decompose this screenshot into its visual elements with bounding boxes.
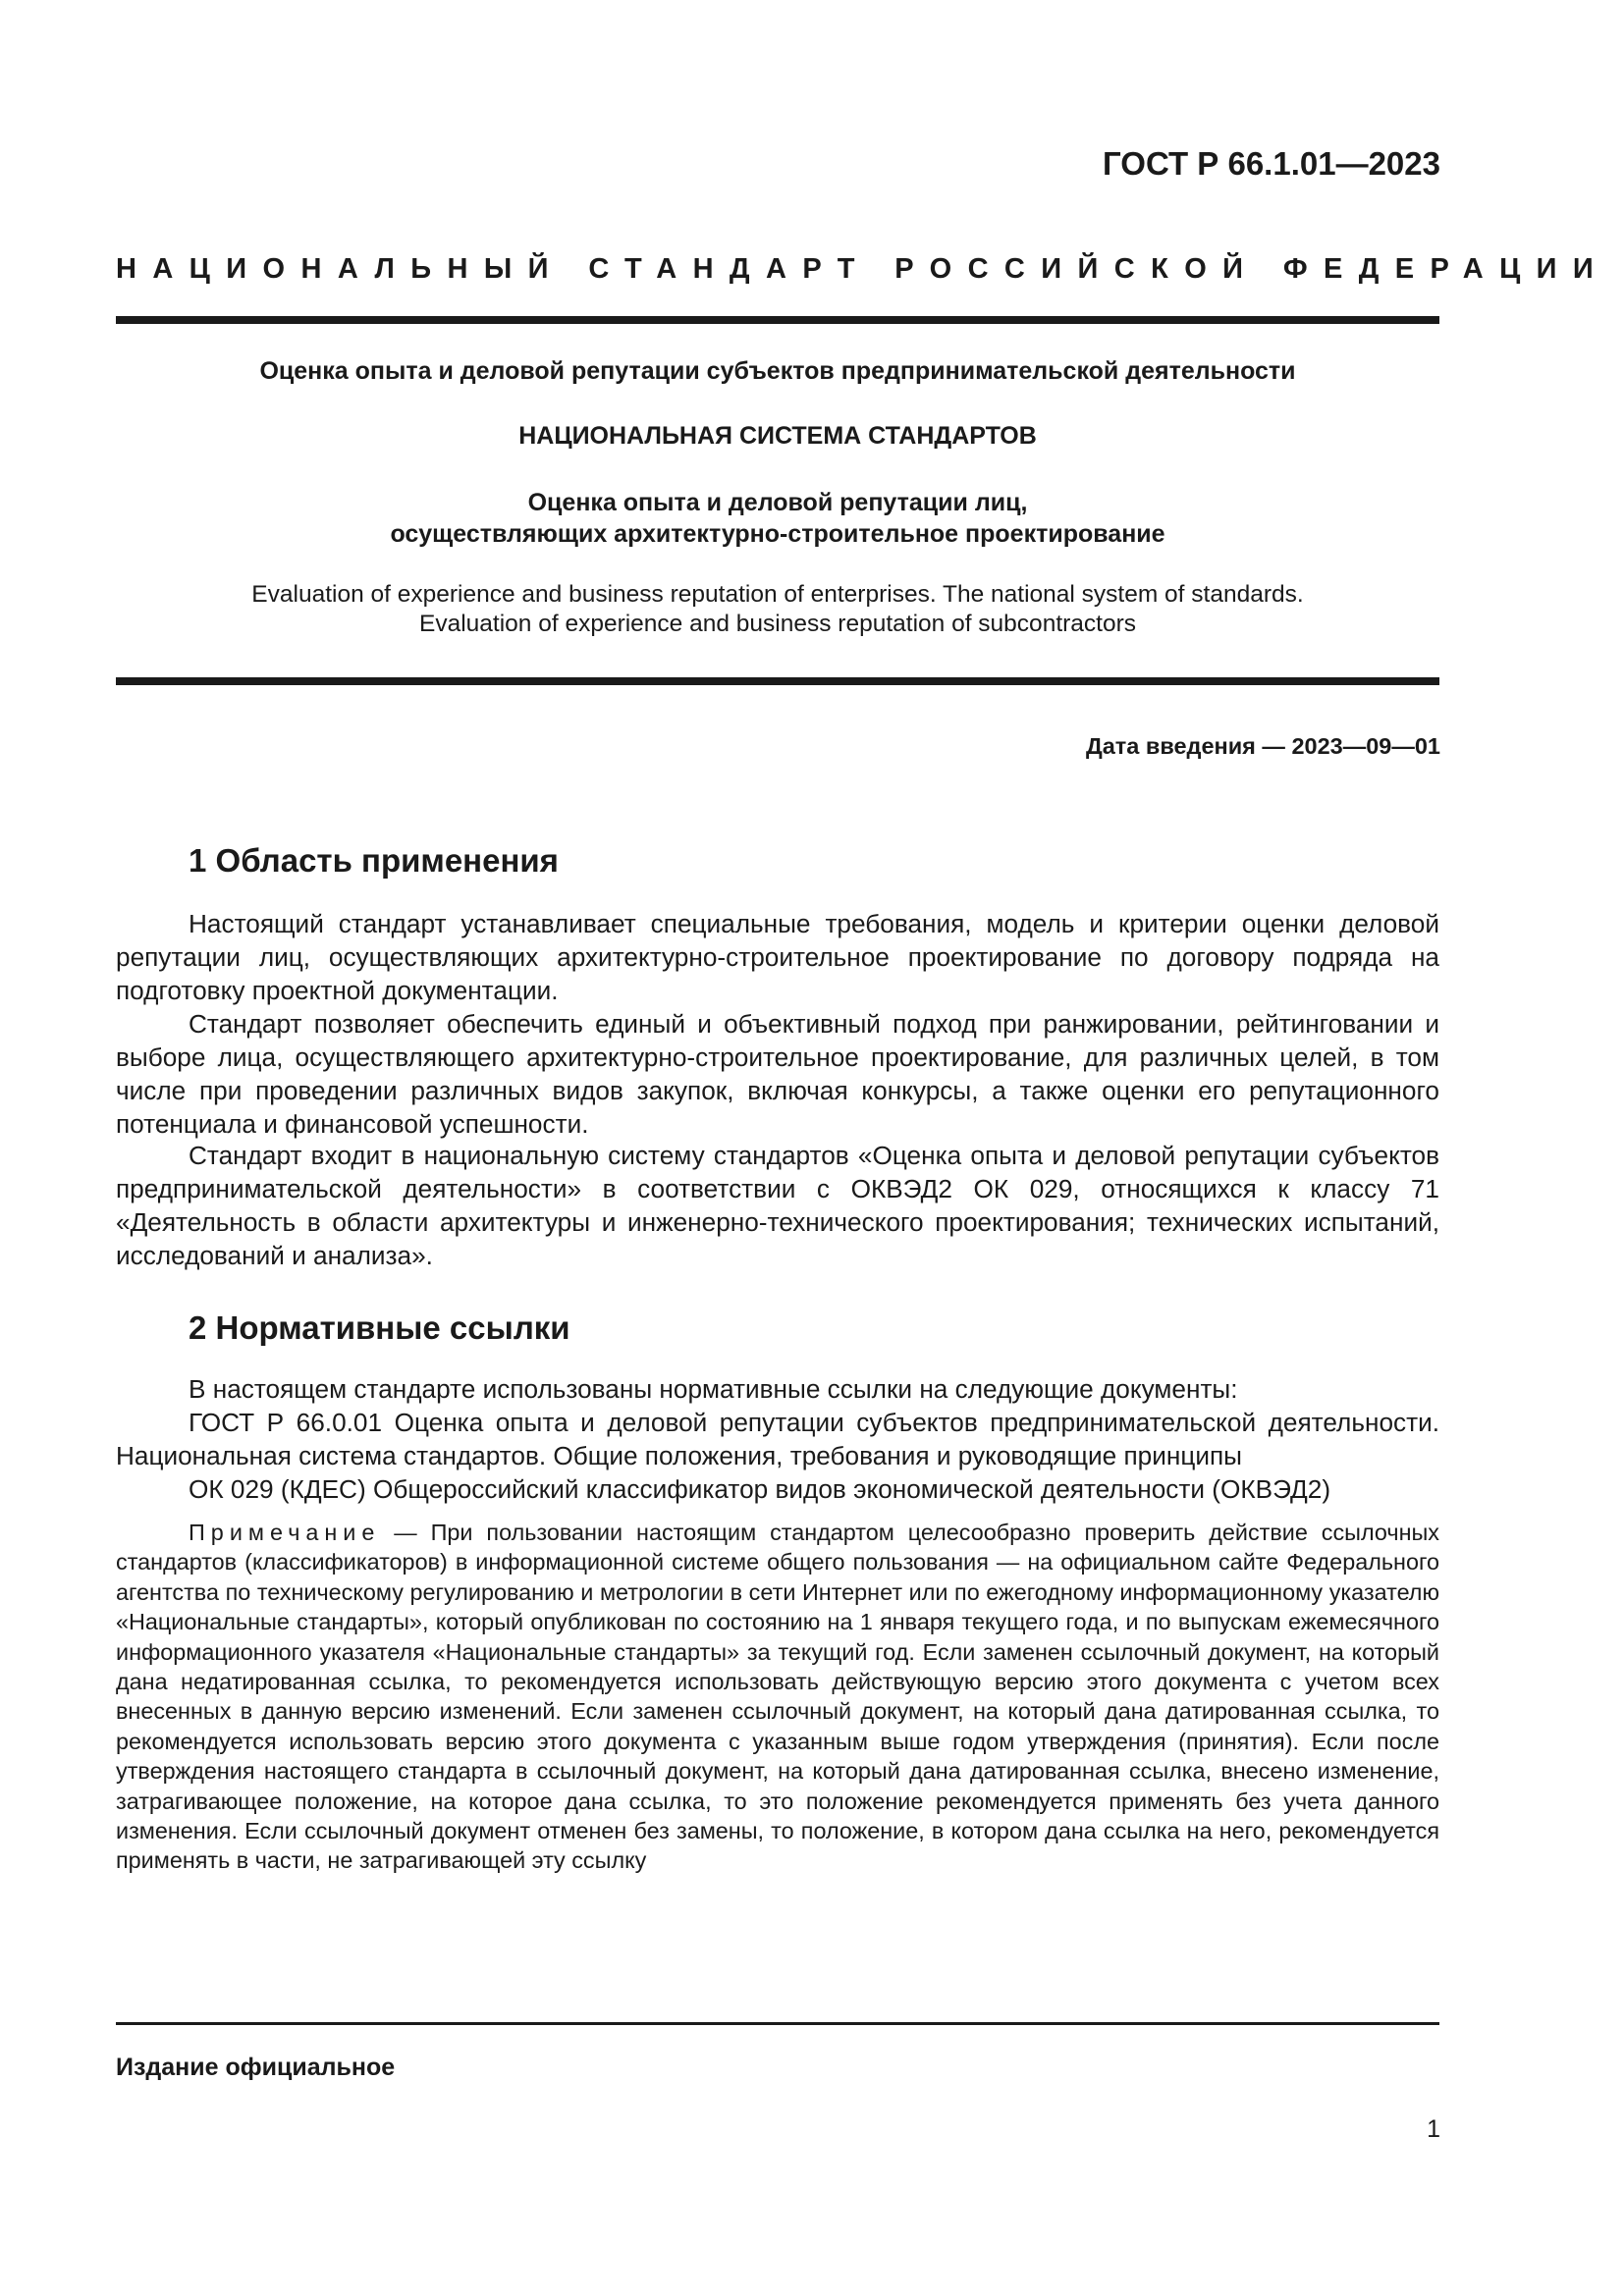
section-1-paragraph-1: Настоящий стандарт устанавливает специальные требования, модель и критерии оценки деловой репутации лиц, осуществляющих архитектурно-строительное проектирование по договору подряда на подготовку проектной документации. <box>116 909 1439 1005</box>
introduction-date: Дата введения — 2023—09—01 <box>1085 733 1440 759</box>
title-block-divider <box>116 677 1439 685</box>
note-text: — При пользовании настоящим стандартом целесообразно проверить действие ссылочных стандартов (классификаторов) в информационной системе общего пользования — на официальном сайте Федерального агентства по техническому регулированию и метрологии в сети Интернет или по ежегодному информационному указателю «Национальные стандарты», который опубликован по состоянию на 1 января текущего года, и по выпускам ежемесячного информационного указателя «Национальные стандарты» за текущий год. Если заменен ссылочный документ, на который дана недатированная ссылка, то рекомендуется использовать действующую версию этого документа с учетом всех внесенных в данную версию изменений. Если заменен ссылочный документ, на который дана датированная ссылка, то рекомендуется использовать версию этого документа с указанным выше годом утверждения (принятия). Если после утверждения настоящего стандарта в ссылочный документ, на который дана датированная ссылка, внесено изменение, затрагивающее положение, на которое дана ссылка, то это положение рекомендуется применять без учета данного изменения. Если ссылочный документ отменен без замены, то положение, в котором дана ссылка на него, рекомендуется применять в части, не затрагивающей эту ссылку <box>116 1520 1439 1874</box>
document-code: ГОСТ Р 66.1.01—2023 <box>1103 145 1440 182</box>
edition-label: Издание официальное <box>116 2054 396 2081</box>
system-title: НАЦИОНАЛЬНАЯ СИСТЕМА СТАНДАРТОВ <box>518 422 1037 450</box>
section-1-paragraph-2: Стандарт позволяет обеспечить единый и объективный подход при ранжировании, рейтинговании и выборе лица, осуществляющего архитектурно-строительное проектирование, для различных целей, в том числе при проведении различных видов закупок, включая конкурсы, а также оценки его репутационного потенциала и финансовой успешности. <box>116 1009 1439 1139</box>
top-divider <box>116 316 1439 324</box>
note-label: Примечание <box>189 1520 381 1545</box>
page-number: 1 <box>1427 2115 1440 2143</box>
section-2-paragraph-1: В настоящем стандарте использованы нормативные ссылки на следующие документы: <box>189 1374 1238 1404</box>
document-title-line-2: осуществляющих архитектурно-строительное проектирование <box>390 520 1165 548</box>
document-title-line-1: Оценка опыта и деловой репутации лиц, <box>527 489 1028 516</box>
series-title: Оценка опыта и деловой репутации субъектов предпринимательской деятельности <box>259 357 1296 385</box>
section-2-reference-ok029: ОК 029 (КДЕС) Общероссийский классификатор видов экономической деятельности (ОКВЭД2) <box>189 1474 1331 1504</box>
national-standard-title: НАЦИОНАЛЬНЫЙ СТАНДАРТ РОССИЙСКОЙ ФЕДЕРАЦИИ <box>116 253 1610 285</box>
english-title-line-2: Evaluation of experience and business reputation of subcontractors <box>418 611 1136 637</box>
footer-divider <box>116 2022 1439 2025</box>
section-2-note <box>116 1518 1439 1876</box>
section-2-heading: 2 Нормативные ссылки <box>189 1309 570 1346</box>
section-1-heading: 1 Область применения <box>189 842 559 879</box>
section-1-paragraph-3: Стандарт входит в национальную систему стандартов «Оценка опыта и деловой репутации субъектов предпринимательской деятельности» в соответствии с ОКВЭД2 ОК 029, относящихся к классу 71 «Деятельность в области архитектуры и инженерно-технического проектирования; технических испытаний, исследований и анализа». <box>116 1141 1439 1270</box>
section-2-reference-gost: ГОСТ Р 66.0.01 Оценка опыта и деловой репутации субъектов предпринимательской деятельности. Национальная система стандартов. Общие положения, требования и руководящие принципы <box>116 1408 1439 1470</box>
english-title-line-1: Evaluation of experience and business reputation of enterprises. The national system of standards. <box>251 581 1304 608</box>
